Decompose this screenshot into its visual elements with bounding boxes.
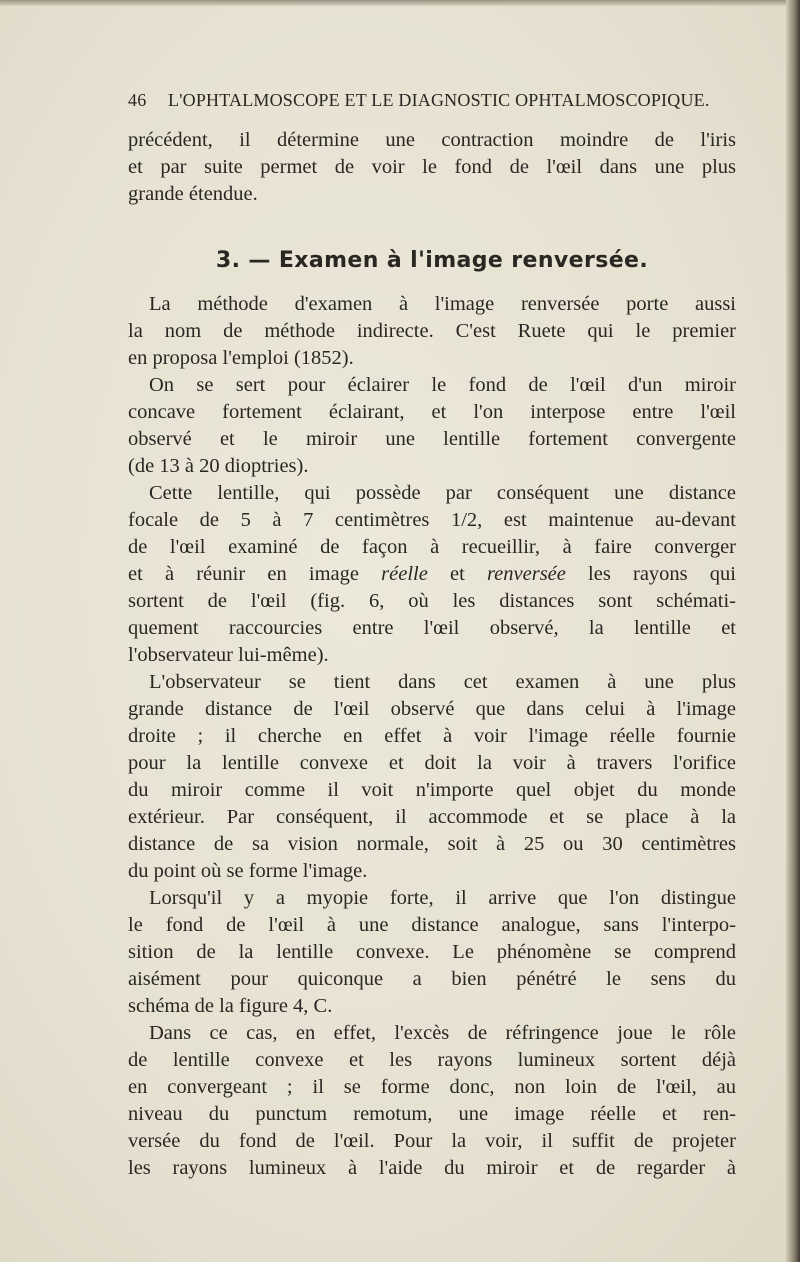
page-top-edge: [0, 0, 800, 6]
text-line: focale de 5 à 7 centimètres 1/2, est maintenue au-devant: [128, 509, 736, 531]
text-line: Cette lentille, qui possède par conséquent une distance: [149, 482, 736, 504]
text-line: niveau du punctum remotum, une image réelle et ren-: [128, 1103, 736, 1125]
text-line: Lorsqu'il y a myopie forte, il arrive que l'on distingue: [149, 887, 736, 909]
text-line: l'observateur lui-même).: [128, 644, 329, 666]
text-line: droite ; il cherche en effet à voir l'image réelle fournie: [128, 725, 736, 747]
text-line: la nom de méthode indirecte. C'est Ruete qui le premier: [128, 320, 736, 342]
text-line: distance de sa vision normale, soit à 25 ou 30 centimètres: [128, 833, 736, 855]
text-line: les rayons lumineux à l'aide du miroir et de regarder à: [128, 1157, 736, 1179]
intro-paragraph: [128, 127, 736, 208]
text-line: versée du fond de l'œil. Pour la voir, il suffit de projeter: [128, 1130, 736, 1152]
text-line: du point où se forme l'image.: [128, 860, 368, 882]
text-line: (de 13 à 20 dioptries).: [128, 455, 309, 477]
text-line: en proposa l'emploi (1852).: [128, 347, 354, 369]
text-line: et à réunir en image réelle et renversée les rayons qui: [128, 563, 737, 585]
page-binding-edge: [786, 0, 800, 1262]
text-line: L'observateur se tient dans cet examen à une plus: [149, 671, 736, 693]
text-line: aisément pour quiconque a bien pénétré le sens du: [128, 968, 736, 990]
running-title: L'OPHTALMOSCOPE ET LE DIAGNOSTIC OPHTALMOSCOPIQUE.: [168, 90, 710, 110]
text-line: sortent de l'œil (fig. 6, où les distances sont schémati-: [128, 590, 736, 612]
text-line: précédent, il détermine une contraction moindre de l'iris: [128, 129, 736, 151]
text-line: de lentille convexe et les rayons lumineux sortent déjà: [128, 1049, 736, 1071]
page-number: 46: [128, 90, 147, 110]
text-line: de l'œil examiné de façon à recueillir, à faire converger: [128, 536, 736, 558]
text-line: concave fortement éclairant, et l'on interpose entre l'œil: [128, 401, 736, 423]
text-line: Dans ce cas, en effet, l'excès de réfringence joue le rôle: [149, 1022, 736, 1044]
section-heading: 3. — Examen à l'image renversée.: [215, 248, 649, 273]
text-line: en convergeant ; il se forme donc, non loin de l'œil, au: [128, 1076, 736, 1098]
running-header: [128, 90, 743, 111]
text-line: quement raccourcies entre l'œil observé, la lentille et: [128, 617, 736, 639]
body-text: [128, 291, 736, 1182]
text-line: pour la lentille convexe et doit la voir à travers l'orifice: [128, 752, 736, 774]
text-line: observé et le miroir une lentille fortement convergente: [128, 428, 736, 450]
text-line: grande distance de l'œil observé que dans celui à l'image: [128, 698, 736, 720]
text-line: sition de la lentille convexe. Le phénomène se comprend: [128, 941, 736, 963]
text-line: On se sert pour éclairer le fond de l'œil d'un miroir: [149, 374, 736, 396]
text-line: du miroir comme il voit n'importe quel objet du monde: [128, 779, 736, 801]
text-line: La méthode d'examen à l'image renversée porte aussi: [149, 293, 736, 315]
text-line: le fond de l'œil à une distance analogue, sans l'interpo-: [128, 914, 736, 936]
text-line: grande étendue.: [128, 183, 258, 205]
text-line: extérieur. Par conséquent, il accommode et se place à la: [128, 806, 736, 828]
text-line: schéma de la figure 4, C.: [128, 995, 333, 1017]
text-line: et par suite permet de voir le fond de l'œil dans une plus: [128, 156, 736, 178]
